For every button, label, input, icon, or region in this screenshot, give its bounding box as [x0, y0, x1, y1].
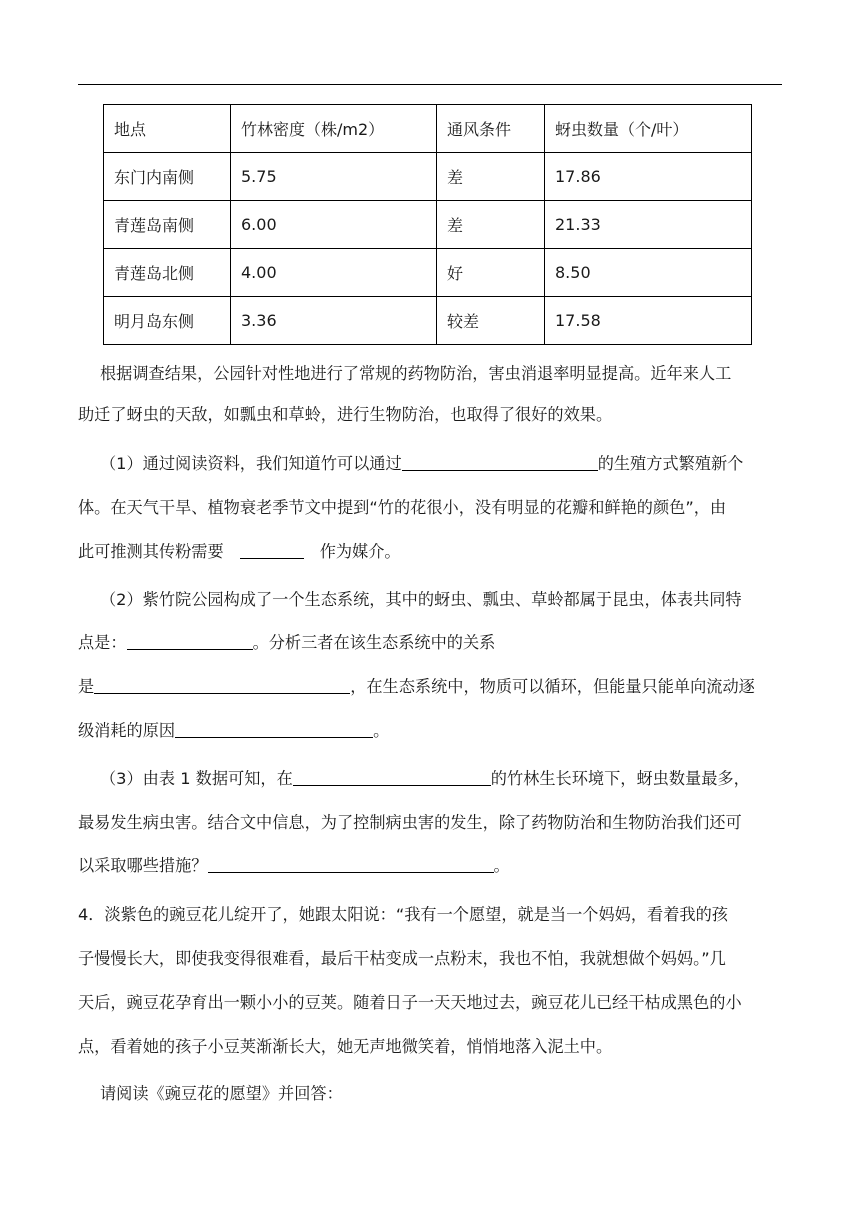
table-header-cell: 通风条件 [437, 105, 545, 153]
table-cell: 青莲岛南侧 [104, 201, 231, 249]
header-rule [78, 84, 782, 85]
passage-line [78, 935, 784, 983]
paragraph-text: 级消耗的原因 [78, 721, 176, 740]
table-cell: 17.86 [545, 153, 752, 201]
paragraph-text: 此可推测其传粉需要 [78, 542, 224, 561]
table-cell: 差 [437, 153, 545, 201]
paragraph-text: 根据调查结果，公园针对性地进行了常规的药物防治，害虫消退率明显提高。近年来人工 [100, 364, 732, 383]
table-cell: 明月岛东侧 [104, 297, 231, 345]
answer-blank[interactable] [240, 540, 304, 559]
question-2-line-1 [78, 576, 784, 624]
answer-blank[interactable] [293, 767, 491, 786]
answer-blank[interactable] [127, 631, 253, 650]
answer-blank[interactable] [208, 854, 494, 873]
table-cell: 17.58 [545, 297, 752, 345]
table-cell: 4.00 [231, 249, 437, 297]
paragraph-text: ，在生态系统中，物质可以循环，但能量只能单向流动逐 [350, 677, 755, 696]
survey-table [103, 104, 752, 345]
question-3-line-3 [78, 842, 784, 890]
paragraph-text: 。 [493, 856, 510, 875]
table-cell: 较差 [437, 297, 545, 345]
table-header-cell: 地点 [104, 105, 231, 153]
paragraph-text: 天后，豌豆花孕育出一颗小小的豆荚。随着日子一天天地过去，豌豆花儿已经干枯成黑色的小 [78, 993, 742, 1012]
question-3-line-2 [78, 799, 784, 847]
paragraph-text: 的竹林生长环境下，蚜虫数量最多， [490, 769, 750, 788]
table-cell: 差 [437, 201, 545, 249]
paragraph-text: 作为媒介。 [319, 542, 401, 561]
answer-blank[interactable] [175, 719, 373, 738]
paragraph-text: 子慢慢长大，即使我变得很难看，最后干枯变成一点粉末，我也不怕，我就想做个妈妈。”几 [78, 949, 726, 968]
paragraph-text: 点是： [78, 633, 127, 652]
table-cell: 东门内南侧 [104, 153, 231, 201]
question-2-line-3 [78, 663, 784, 711]
table-cell: 青莲岛北侧 [104, 249, 231, 297]
answer-blank[interactable] [94, 675, 350, 694]
paragraph-text: 体。在天气干旱、植物衰老季节文中提到“竹的花很小，没有明显的花瓣和鲜艳的颜色”，由 [78, 498, 727, 517]
paragraph-text: 助迁了蚜虫的天敌，如瓢虫和草蛉，进行生物防治，也取得了很好的效果。 [78, 405, 613, 424]
table-cell: 6.00 [231, 201, 437, 249]
table-cell: 8.50 [545, 249, 752, 297]
paragraph-text: 4．淡紫色的豌豆花儿绽开了，她跟太阳说：“我有一个愿望，就是当一个妈妈，看着我的孩 [78, 905, 728, 924]
table-row [104, 297, 752, 345]
paragraph-text: 点，看着她的孩子小豆荚渐渐长大，她无声地微笑着，悄悄地落入泥土中。 [78, 1037, 613, 1056]
table-header-row [104, 105, 752, 153]
table-row [104, 153, 752, 201]
paragraph-text: 。分析三者在该生态系统中的关系 [252, 633, 496, 652]
passage-line [78, 1023, 784, 1071]
question-1-line-2 [78, 484, 784, 532]
table-header-cell: 竹林密度（株/m2） [231, 105, 437, 153]
table-row [104, 201, 752, 249]
paragraph-text: 最易发生病虫害。结合文中信息，为了控制病虫害的发生，除了药物防治和生物防治我们还可 [78, 813, 742, 832]
paragraph-text: （2）紫竹院公园构成了一个生态系统，其中的蚜虫、瓢虫、草蛉都属于昆虫，体表共同特 [100, 590, 742, 609]
table-row [104, 249, 752, 297]
question-2-line-4 [78, 707, 784, 755]
question-1-line-1 [78, 440, 784, 488]
table-cell: 好 [437, 249, 545, 297]
instruction-line [78, 1070, 784, 1118]
table-header-cell: 蚜虫数量（个/叶） [545, 105, 752, 153]
question-2-line-2 [78, 619, 784, 667]
table-cell: 21.33 [545, 201, 752, 249]
question-3-line-1 [78, 755, 784, 803]
passage-line [78, 891, 784, 939]
paragraph-text: 。 [373, 721, 390, 740]
passage-line [78, 979, 784, 1027]
paragraph-text: 请阅读《豌豆花的愿望》并回答： [100, 1084, 343, 1103]
paragraph-text: （1）通过阅读资料，我们知道竹可以通过 [100, 454, 402, 473]
paragraph-text: 是 [78, 677, 95, 696]
table-cell: 3.36 [231, 297, 437, 345]
paragraph-line [78, 391, 784, 439]
question-1-line-3 [78, 528, 784, 576]
answer-blank[interactable] [402, 452, 598, 471]
paragraph-text: 的生殖方式繁殖新个 [597, 454, 744, 473]
paragraph-text: 以采取哪些措施？ [78, 856, 208, 875]
paragraph-text: （3）由表 1 数据可知，在 [100, 769, 293, 788]
table-cell: 5.75 [231, 153, 437, 201]
